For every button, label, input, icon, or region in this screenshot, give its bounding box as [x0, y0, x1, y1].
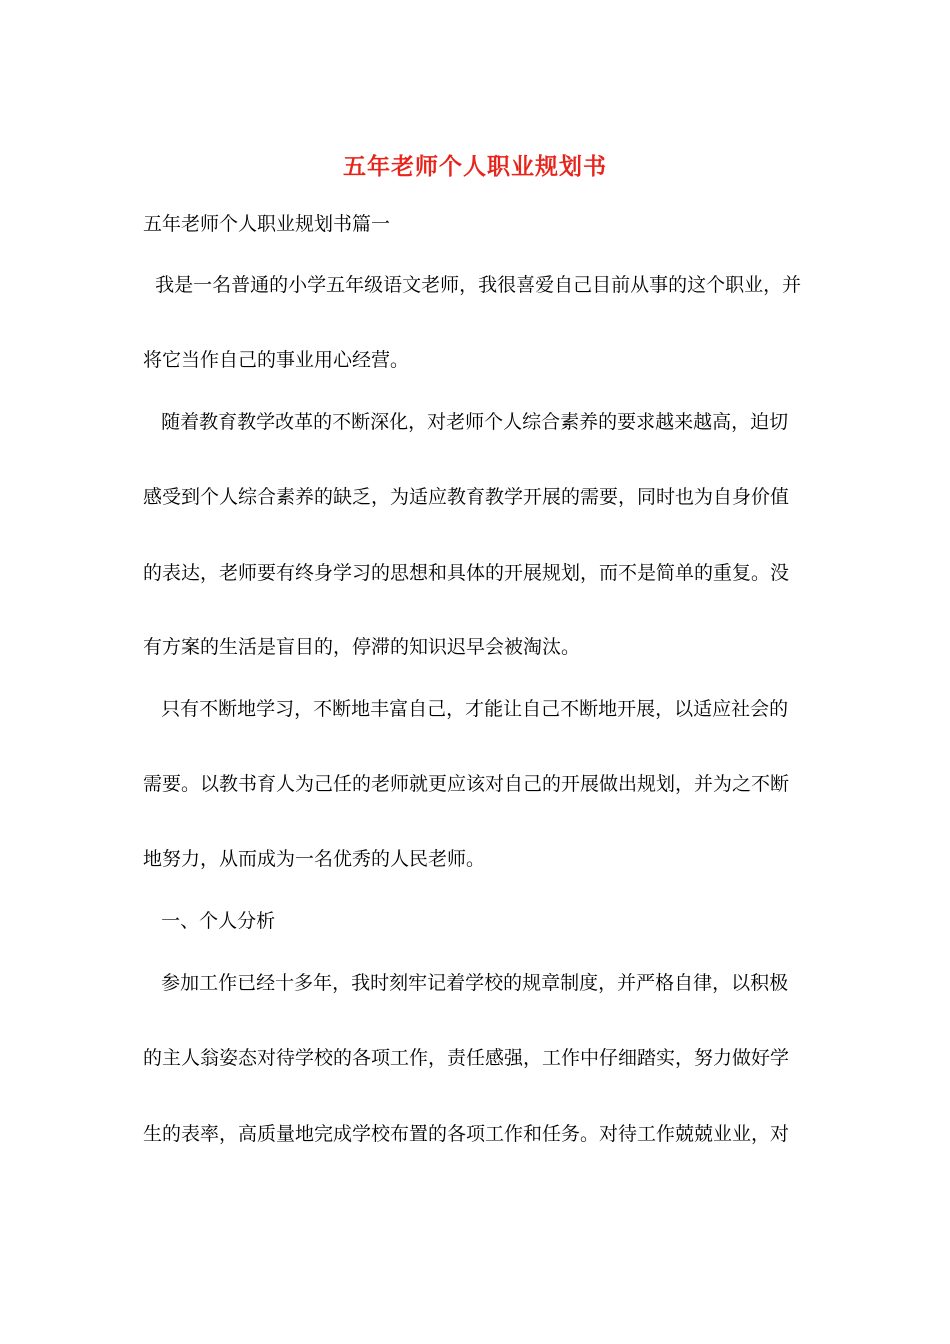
section-heading: 一、个人分析 [143, 910, 276, 932]
paragraph-line: 生的表率，高质量地完成学校布置的各项工作和任务。对待工作兢兢业业，对 [143, 1123, 790, 1145]
paragraph-line: 的主人翁姿态对待学校的各项工作，责任感强，工作中仔细踏实，努力做好学 [143, 1047, 790, 1069]
subtitle-line: 五年老师个人职业规划书篇一 [143, 213, 391, 235]
paragraph-line: 的表达，老师要有终身学习的思想和具体的开展规划，而不是简单的重复。没 [143, 562, 790, 584]
paragraph-line: 有方案的生活是盲目的，停滞的知识迟早会被淘汰。 [143, 636, 581, 658]
paragraph-line: 只有不断地学习，不断地丰富自己，才能让自己不断地开展，以适应社会的 [143, 698, 789, 720]
paragraph-line: 参加工作已经十多年，我时刻牢记着学校的规章制度，并严格自律，以积极 [143, 972, 789, 994]
document-title: 五年老师个人职业规划书 [343, 153, 607, 180]
paragraph-line: 我是一名普通的小学五年级语文老师，我很喜爱自己目前从事的这个职业，并 [143, 274, 802, 296]
paragraph-line: 随着教育教学改革的不断深化，对老师个人综合素养的要求越来越高，迫切 [143, 411, 789, 433]
paragraph-line: 将它当作自己的事业用心经营。 [143, 349, 410, 371]
paragraph-line: 需要。以教书育人为己任的老师就更应该对自己的开展做出规划，并为之不断 [143, 773, 790, 795]
paragraph-line: 感受到个人综合素养的缺乏，为适应教育教学开展的需要，同时也为自身价值 [143, 486, 790, 508]
paragraph-line: 地努力，从而成为一名优秀的人民老师。 [143, 848, 486, 870]
